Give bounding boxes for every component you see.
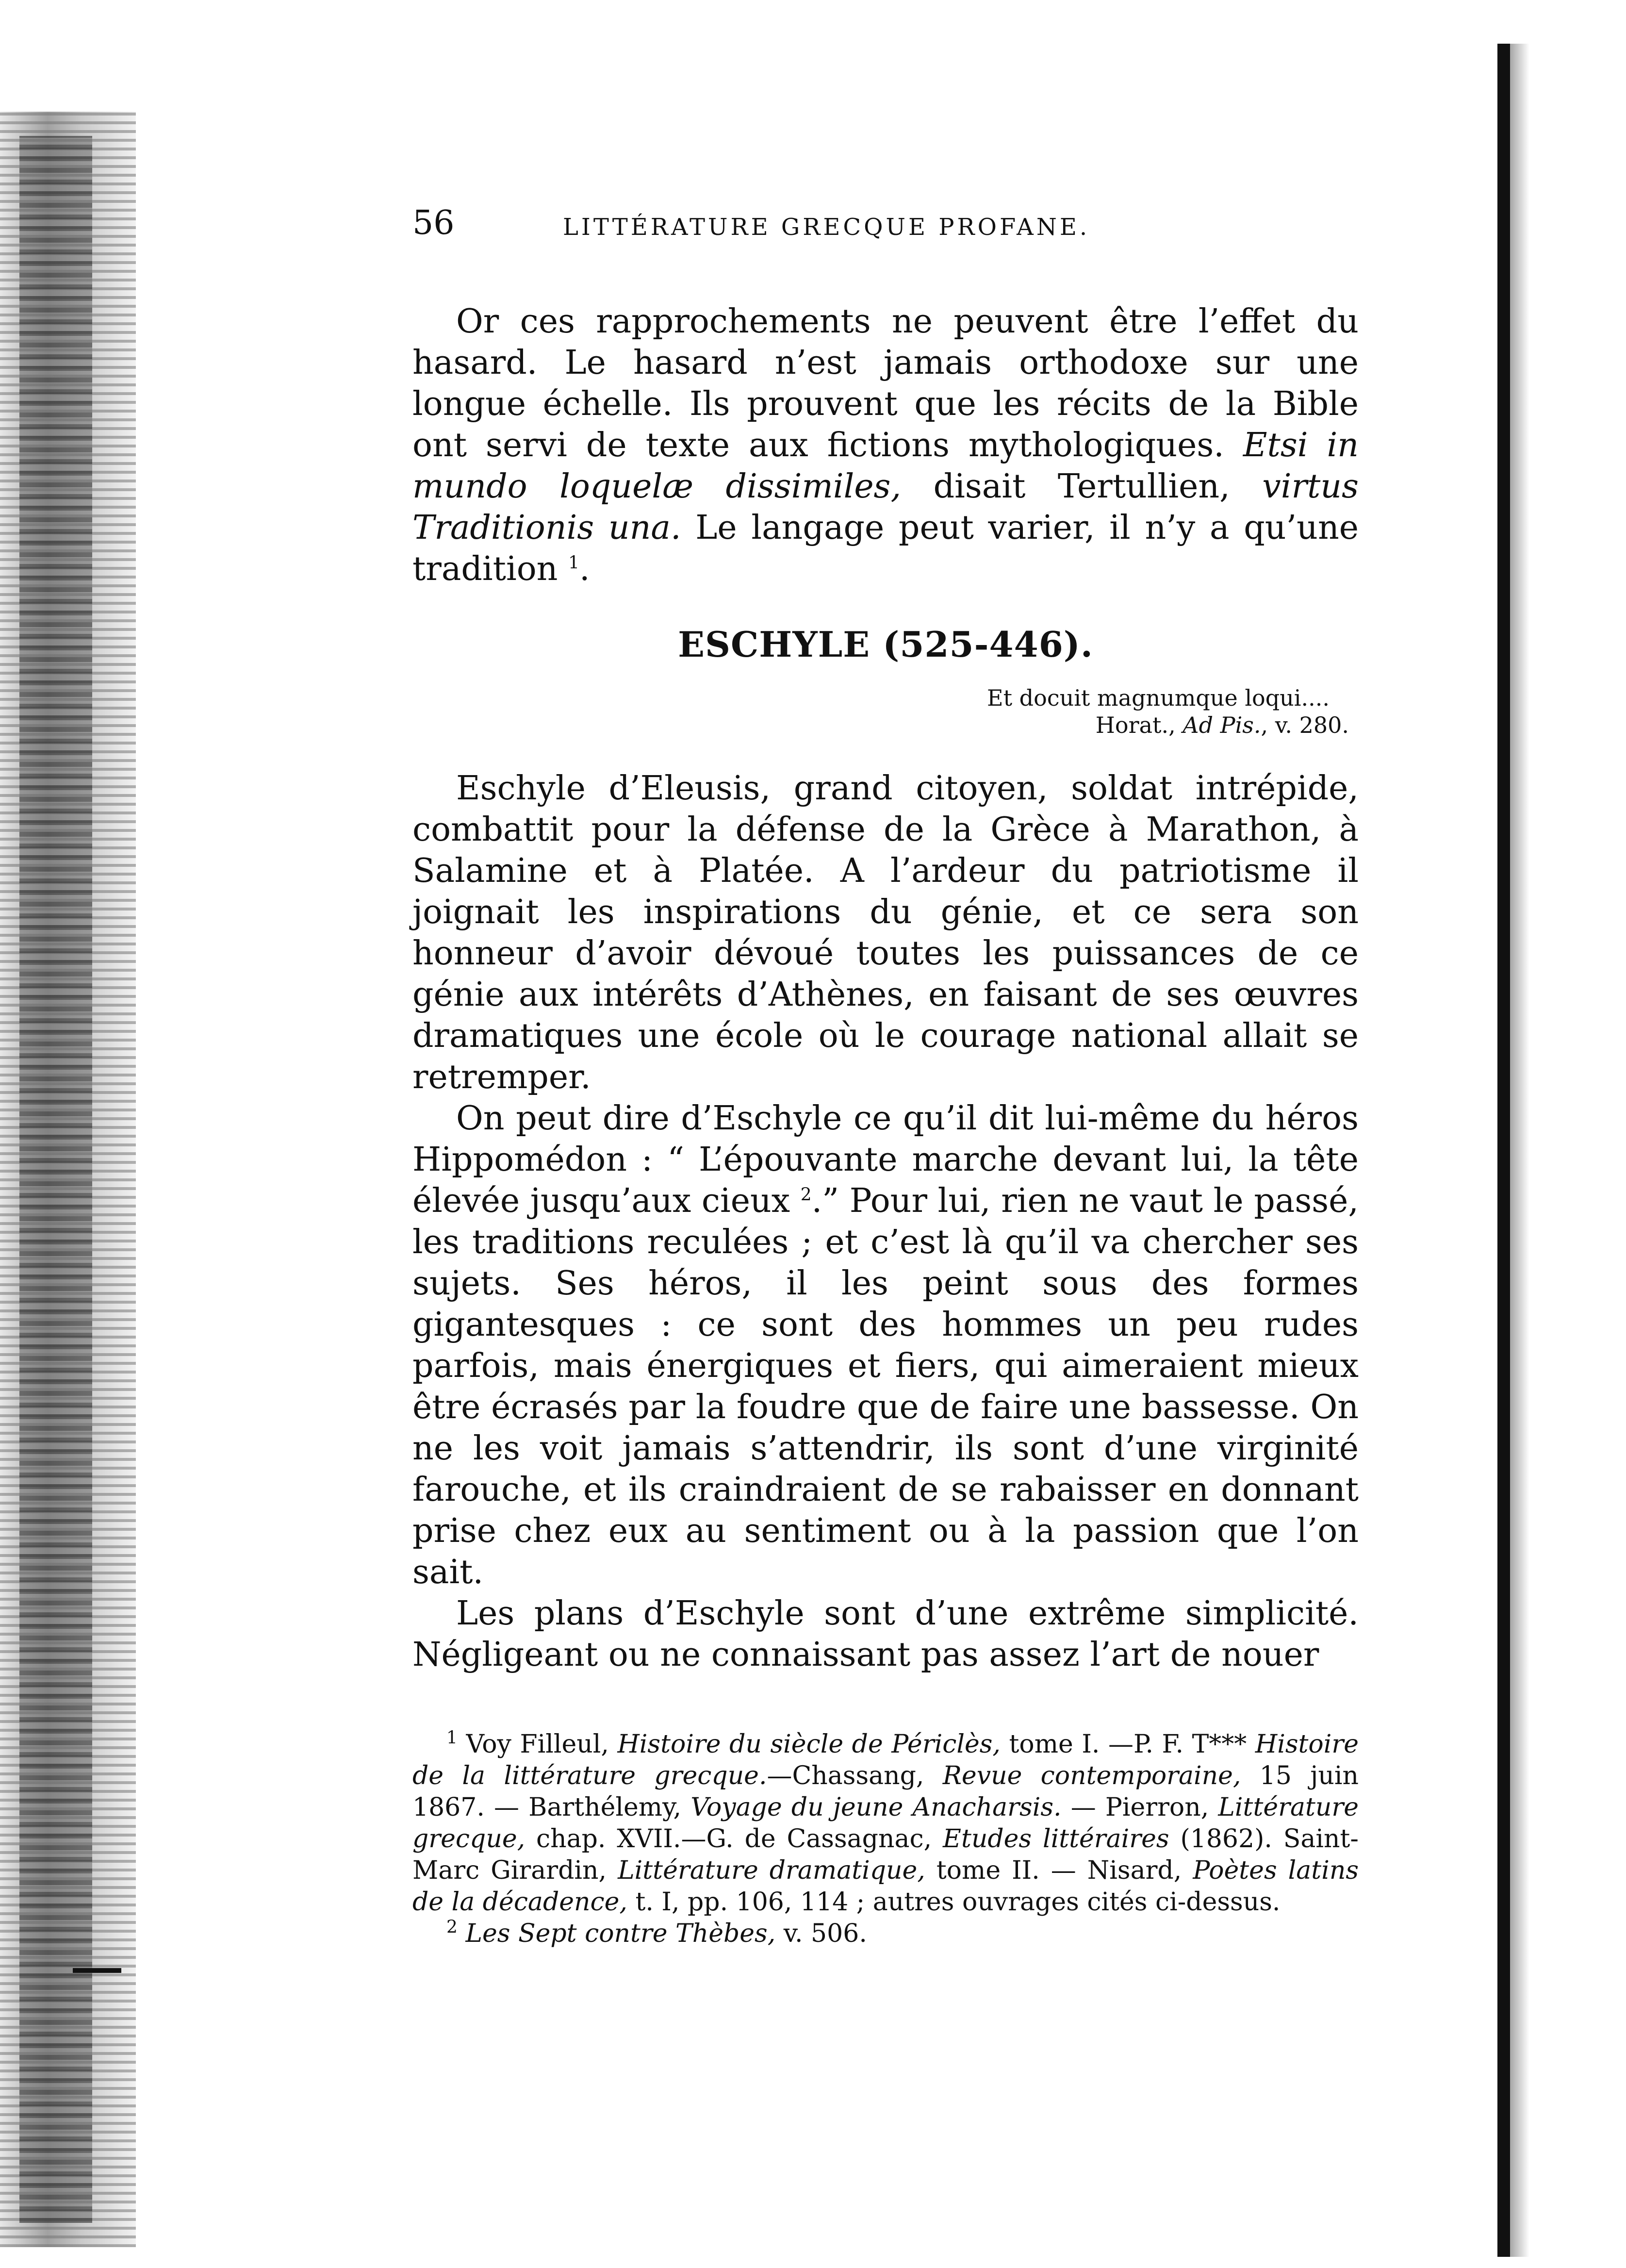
epigraph: [412, 684, 1359, 739]
paragraph-3: Les plans d’Eschyle sont d’une extrême simplicité. Négligeant ou ne connaissant pas assez l’art de nouer: [412, 1594, 1359, 1674]
paragraph-2-text: On peut dire d’Eschyle ce qu’il dit lui-même du héros Hippomédon : “ L’épouvante marche devant lui, la tête élevée jusqu’aux cieux: [412, 1099, 1359, 1220]
fn1-text: chap. XVII.—G. de Cassagnac,: [525, 1824, 943, 1854]
fn1-text: t. I, pp. 106, 114 ; autres ouvrages cités ci-dessus.: [627, 1887, 1281, 1917]
section-body: [412, 768, 1359, 1675]
section-title: ESCHYLE (525-446).: [678, 624, 1093, 665]
fn1-title: Histoire du siècle de Périclès,: [617, 1730, 1001, 1759]
fn1-title: Etudes littéraires: [942, 1824, 1169, 1854]
fn1-text: (1862). Saint-Marc Girardin,: [412, 1824, 1359, 1885]
epigraph-source: [412, 712, 1349, 739]
footnote-1-mark: 1: [446, 1728, 458, 1748]
running-title: LITTÉRATURE GRECQUE PROFANE.: [563, 214, 1090, 241]
fn1-title: Voyage du jeune Anacharsis.: [690, 1793, 1062, 1822]
intro-end: .: [579, 550, 590, 588]
footnote-2-mark: 2: [446, 1917, 458, 1937]
paragraph-2-text-2: .” Pour lui, rien ne vaut le passé, les traditions reculées ; et c’est là qu’il va chercher ses sujets. Ses héros, il les peint sous des formes gigantesques : ce sont des hommes un peu rudes parfois, mais énergiques et fiers, qui aimeraient mieux être écrasés par la foudre que de faire une bassesse. On ne les voit jamais s’attendrir, ils sont d’une virginité farouche, et ils craindraient de se rabaisser en donnant prise chez eux au sentiment ou à la passion que l’on sait.: [412, 1182, 1359, 1591]
footnote-ref-1: 1: [568, 553, 579, 573]
paragraph-2: [412, 1098, 1359, 1593]
page-number: 56: [412, 204, 455, 242]
scan-page-edge-shadow: [1510, 44, 1529, 2257]
fn1-text: tome II. — Nisard,: [925, 1856, 1193, 1885]
paragraph-1: Eschyle d’Eleusis, grand citoyen, soldat intrépide, combattit pour la défense de la Grèce à Marathon, à Salamine et à Platée. A l’ardeur du patriotisme il joignait les inspirations du génie, et ce sera son honneur d’avoir dévoué toutes les puissances de ce génie aux intérêts d’Athènes, en faisant de ses œuvres dramatiques une école où le courage national allait se retremper.: [412, 769, 1359, 1096]
intro-text-2: disait Tertullien,: [901, 467, 1263, 506]
fn1-text: — Pierron,: [1061, 1793, 1218, 1822]
epigraph-ref: , v. 280.: [1261, 712, 1349, 738]
footnote-1: [412, 1729, 1359, 1918]
fn1-title: Histoire de la littérature grecque.: [412, 1730, 1359, 1790]
scan-page-edge: [1497, 44, 1510, 2257]
footnote-2: [412, 1918, 1359, 1950]
scan-margin-mark: [73, 1968, 121, 1973]
intro-text: Or ces rapprochements ne peuvent être l’effet du hasard. Le hasard n’est jamais orthodoxe sur une longue échelle. Ils prouvent que les récits de la Bible ont servi de texte aux fictions mythologiques.: [412, 302, 1359, 464]
intro-paragraph-block: [412, 301, 1359, 590]
fn1-title: Littérature grecque,: [412, 1793, 1359, 1854]
fn1-title: Poètes latins de la décadence,: [412, 1856, 1359, 1917]
epigraph-author: Horat.,: [1095, 712, 1183, 738]
fn1-title: Revue contemporaine,: [942, 1761, 1241, 1790]
fn1-title: Littérature dramatique,: [618, 1856, 925, 1885]
epigraph-quote: Et docuit magnumque loqui....: [987, 685, 1330, 711]
running-head: [412, 194, 1359, 248]
intro-paragraph: [412, 301, 1359, 590]
fn1-text: 15 juin 1867. — Barthélemy,: [412, 1761, 1359, 1822]
fn1-text: —Chassang,: [767, 1761, 943, 1790]
latin-quote-2: virtus Traditionis una.: [412, 467, 1359, 547]
intro-text-3: Le langage peut varier, il n’y a qu’une tradition: [412, 509, 1359, 588]
epigraph-work: Ad Pis.: [1183, 712, 1261, 738]
footnotes: [412, 1729, 1359, 1950]
scan-binding-stripes: [19, 136, 92, 2223]
fn2-text: v. 506.: [775, 1919, 867, 1948]
fn1-text: tome I. —P. F. T***: [1000, 1730, 1255, 1759]
footnote-ref-2: 2: [800, 1185, 812, 1205]
fn2-title: Les Sept contre Thèbes,: [465, 1919, 776, 1948]
book-page: [412, 194, 1359, 1950]
latin-quote-1: Etsi in mundo loquelæ dissimiles,: [412, 426, 1359, 506]
fn1-text: Voy Filleul,: [457, 1730, 618, 1759]
